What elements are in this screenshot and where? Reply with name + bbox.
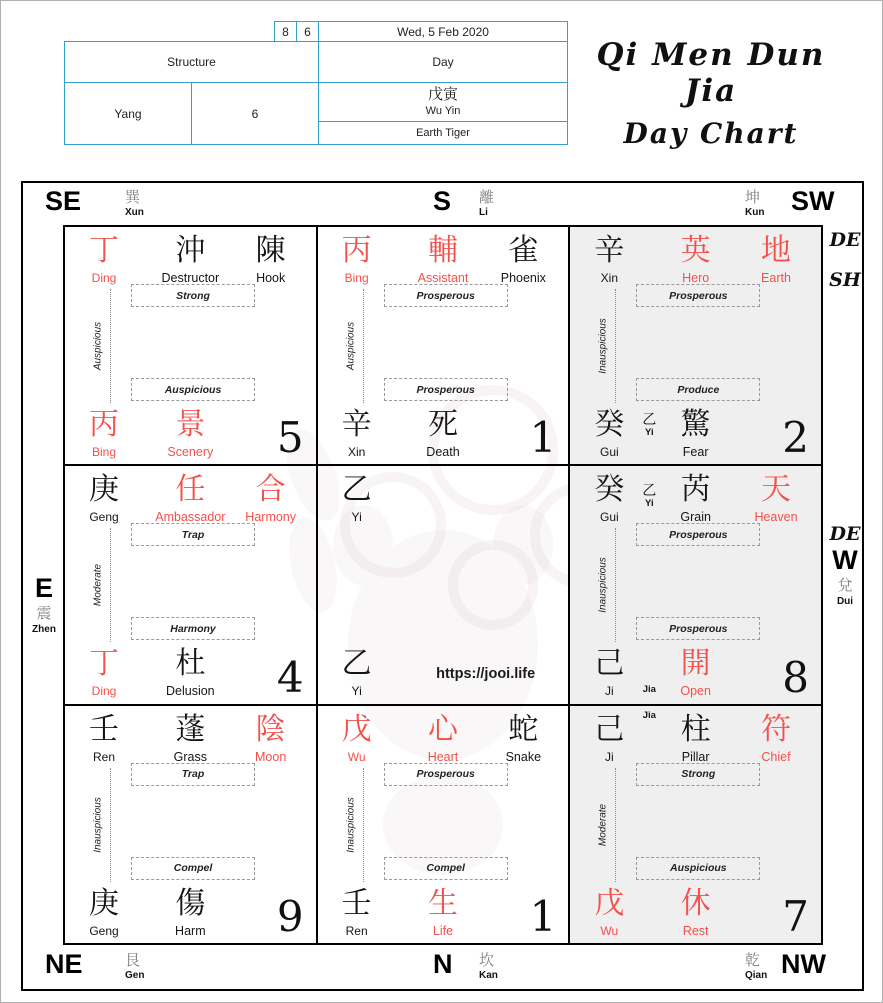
dotted-track bbox=[615, 289, 616, 403]
deity-label: Snake bbox=[505, 749, 542, 764]
trigram-zhen-name: Zhen bbox=[32, 624, 56, 635]
palace-number: 9 bbox=[276, 891, 304, 941]
stem-char: 壬 bbox=[341, 886, 372, 920]
state-box-top: Prosperous bbox=[384, 763, 508, 786]
chart-board bbox=[21, 181, 864, 991]
trigram-xun bbox=[125, 189, 144, 219]
door-char: 傷 bbox=[175, 886, 206, 920]
door-label: Open bbox=[680, 684, 711, 699]
trigram-li-name: Li bbox=[479, 207, 488, 218]
palace-sw bbox=[569, 226, 822, 465]
stem-pinyin: Wu bbox=[347, 749, 366, 764]
stem-pinyin: Bing bbox=[91, 445, 117, 459]
stem-pinyin: Gui bbox=[599, 510, 619, 525]
stem-char: 庚 bbox=[89, 886, 119, 920]
stem-char: 戊 bbox=[594, 886, 625, 920]
direction-w: W bbox=[832, 545, 858, 575]
trigram-gen-name: Gen bbox=[125, 970, 145, 981]
door bbox=[124, 646, 256, 699]
deity bbox=[482, 233, 564, 286]
trigram-dui-char: 兌 bbox=[837, 577, 853, 594]
earth-stem bbox=[324, 646, 390, 699]
stem-char: 丁 bbox=[89, 647, 119, 681]
de-mark-top: DE bbox=[829, 229, 861, 251]
door-char: 開 bbox=[680, 647, 711, 681]
stem-pinyin: Bing bbox=[344, 271, 369, 285]
palace-s bbox=[317, 226, 570, 465]
day-pillar-pinyin: Wu Yin bbox=[425, 104, 461, 117]
stem-char: 癸 bbox=[594, 473, 625, 507]
side-quality-label: Moderate bbox=[597, 803, 609, 846]
door-char: 驚 bbox=[680, 408, 711, 441]
stem-pinyin: Wu bbox=[600, 923, 619, 938]
direction-ne: NE bbox=[45, 949, 83, 979]
watermark-url-link[interactable]: https://jooi.life bbox=[436, 666, 536, 683]
star-char: 芮 bbox=[680, 473, 711, 507]
deity-char: 蛇 bbox=[508, 712, 539, 746]
direction-n: N bbox=[433, 949, 453, 979]
deity bbox=[735, 472, 817, 525]
sh-mark-top: SH bbox=[829, 269, 861, 291]
star-char: 蓬 bbox=[175, 712, 206, 746]
day-pillar-cn: 戊寅 bbox=[427, 85, 458, 103]
state-box-top: Prosperous bbox=[384, 284, 508, 307]
star-char: 心 bbox=[427, 712, 458, 746]
deity-label: Phoenix bbox=[500, 271, 546, 285]
stem-pinyin: Ding bbox=[91, 271, 117, 285]
state-box-bottom: Auspicious bbox=[131, 378, 255, 401]
west-band bbox=[824, 523, 866, 609]
trigram-gen-char: 艮 bbox=[125, 952, 141, 969]
trigram-kun bbox=[745, 189, 764, 219]
door-char: 死 bbox=[427, 408, 458, 441]
trigram-xun-name: Xun bbox=[125, 207, 144, 218]
star-label: Ambassador bbox=[155, 510, 226, 525]
stem-pinyin: Ren bbox=[92, 749, 115, 764]
deity-char: 合 bbox=[255, 473, 286, 507]
door bbox=[377, 886, 509, 939]
hidden-stem-pinyin: Jia bbox=[642, 684, 656, 696]
direction-s: S bbox=[433, 186, 452, 216]
dotted-track bbox=[615, 528, 616, 642]
star-label: Pillar bbox=[681, 749, 710, 764]
state-box-top: Strong bbox=[131, 284, 255, 307]
stem-pinyin: Gui bbox=[599, 445, 619, 459]
state-box-top: Trap bbox=[131, 523, 255, 546]
door bbox=[630, 886, 762, 939]
door-label: Rest bbox=[682, 923, 709, 938]
dotted-track bbox=[615, 768, 616, 882]
de-mark-west: DE bbox=[829, 523, 861, 545]
deity bbox=[230, 472, 312, 525]
palace-center bbox=[317, 465, 570, 704]
door bbox=[377, 407, 509, 460]
dotted-track bbox=[363, 289, 364, 403]
direction-se: SE bbox=[45, 186, 82, 216]
stem-pinyin: Xin bbox=[347, 445, 366, 459]
side-quality-label: Auspicious bbox=[345, 321, 357, 371]
title-line-1: Qi Men Dun Jia bbox=[596, 37, 826, 109]
star-label: Heart bbox=[427, 749, 459, 764]
stem-char: 己 bbox=[594, 712, 625, 746]
star-char: 英 bbox=[680, 234, 711, 267]
deity bbox=[230, 712, 312, 765]
day-label-cell: Day bbox=[318, 41, 568, 83]
day-pillar-cell bbox=[318, 82, 568, 122]
hidden-stem-pinyin: Yi bbox=[645, 498, 654, 510]
door-char: 杜 bbox=[175, 647, 206, 681]
star-label: Grass bbox=[173, 749, 207, 764]
trigram-gen bbox=[125, 952, 144, 982]
door-char: 休 bbox=[680, 886, 711, 920]
door bbox=[124, 886, 256, 939]
stem-char: 乙 bbox=[341, 647, 372, 681]
side-quality-label: Inauspicious bbox=[597, 557, 609, 614]
star-label: Grain bbox=[680, 510, 711, 525]
date-cell: Wed, 5 Feb 2020 bbox=[318, 21, 568, 42]
state-box-top: Strong bbox=[636, 763, 760, 786]
state-box-bottom: Prosperous bbox=[636, 617, 760, 640]
side-quality-label: Moderate bbox=[92, 564, 104, 607]
deity-char: 天 bbox=[761, 473, 791, 507]
stem-char: 壬 bbox=[89, 712, 119, 746]
stem-pinyin: Ding bbox=[91, 684, 117, 699]
star-char: 任 bbox=[175, 473, 206, 507]
stem-char: 辛 bbox=[341, 408, 372, 441]
door-char: 生 bbox=[427, 886, 458, 920]
palace-number: 7 bbox=[782, 891, 809, 941]
trigram-li-char: 離 bbox=[479, 189, 495, 206]
deity bbox=[482, 712, 564, 765]
trigram-dui-name: Dui bbox=[836, 596, 854, 607]
dotted-track bbox=[110, 528, 111, 642]
palace-number: 8 bbox=[782, 652, 809, 702]
stem-pinyin: Yi bbox=[351, 684, 362, 699]
deity bbox=[735, 233, 817, 286]
trigram-qian-name: Qian bbox=[745, 970, 768, 981]
deity-char: 陰 bbox=[255, 712, 286, 746]
palace-w bbox=[569, 465, 822, 704]
stem-pinyin: Yi bbox=[351, 510, 362, 525]
deity-char: 地 bbox=[761, 234, 791, 267]
deity-label: Harmony bbox=[245, 510, 297, 525]
deity-label: Moon bbox=[255, 749, 287, 764]
palace-nw bbox=[569, 705, 822, 944]
side-quality-label: Inauspicious bbox=[597, 318, 609, 374]
door-label: Scenery bbox=[167, 445, 214, 459]
stem-char: 丙 bbox=[341, 234, 372, 267]
door-label: Delusion bbox=[166, 684, 215, 699]
stem-pinyin: Geng bbox=[89, 510, 119, 525]
trigram-kun-char: 坤 bbox=[745, 189, 761, 206]
deity-label: Chief bbox=[761, 749, 791, 764]
hidden-stem-pinyin: Yi bbox=[645, 427, 654, 438]
deity-char: 雀 bbox=[508, 234, 539, 267]
header-cell-a: 8 bbox=[274, 21, 297, 42]
state-box-top: Trap bbox=[131, 763, 255, 786]
stem-pinyin: Ji bbox=[604, 749, 614, 764]
door-label: Life bbox=[432, 923, 454, 938]
stem-pinyin: Ren bbox=[345, 923, 368, 938]
deity-char: 符 bbox=[761, 712, 791, 746]
stem-char: 辛 bbox=[594, 234, 625, 267]
stem-char: 乙 bbox=[341, 473, 372, 507]
palace-grid bbox=[63, 225, 823, 945]
header-cell-b: 6 bbox=[296, 21, 319, 42]
deity bbox=[230, 233, 312, 286]
star-label: Destructor bbox=[161, 271, 220, 285]
dotted-track bbox=[363, 768, 364, 882]
door-label: Death bbox=[426, 445, 460, 459]
trigram-kan-name: Kan bbox=[479, 970, 498, 981]
direction-e: E bbox=[34, 573, 53, 603]
structure-label-cell: Structure bbox=[64, 41, 319, 83]
hidden-stem-char: 乙 bbox=[642, 482, 657, 499]
trigram-kan bbox=[479, 952, 498, 982]
side-quality-label: Inauspicious bbox=[345, 796, 357, 853]
chart-title bbox=[566, 37, 856, 150]
state-box-bottom: Auspicious bbox=[636, 857, 760, 880]
side-quality-label: Inauspicious bbox=[92, 796, 104, 853]
trigram-kun-name: Kun bbox=[745, 207, 765, 218]
dotted-track bbox=[110, 768, 111, 882]
trigram-li bbox=[479, 189, 494, 219]
door bbox=[630, 646, 762, 699]
hidden-stem-pinyin: Jia bbox=[642, 709, 656, 721]
palace-se bbox=[64, 226, 317, 465]
polarity-cell: Yang bbox=[64, 82, 192, 145]
door bbox=[630, 407, 762, 460]
stem-char: 丁 bbox=[89, 234, 119, 267]
trigram-zhen-char: 震 bbox=[36, 605, 52, 622]
palace-e bbox=[64, 465, 317, 704]
dotted-track bbox=[110, 289, 111, 403]
state-box-top: Prosperous bbox=[636, 284, 760, 307]
palace-ne bbox=[64, 705, 317, 944]
stem-char: 丙 bbox=[89, 408, 119, 441]
stem-pinyin: Xin bbox=[600, 271, 618, 285]
state-box-bottom: Compel bbox=[131, 857, 255, 880]
door-label: Fear bbox=[682, 445, 709, 459]
trigram-kan-char: 坎 bbox=[479, 952, 495, 969]
deity-label: Earth bbox=[761, 271, 791, 285]
side-quality-label: Auspicious bbox=[92, 321, 104, 371]
star-char: 柱 bbox=[680, 712, 711, 746]
palace-number: 4 bbox=[276, 652, 304, 702]
palace-number: 1 bbox=[529, 413, 557, 463]
palace-number: 5 bbox=[276, 413, 304, 463]
trigram-qian bbox=[745, 952, 767, 982]
deity bbox=[735, 712, 817, 765]
palace-number: 2 bbox=[782, 413, 809, 463]
state-box-bottom: Compel bbox=[384, 857, 508, 880]
east-band bbox=[23, 573, 65, 637]
trigram-qian-char: 乾 bbox=[745, 952, 761, 969]
state-box-top: Prosperous bbox=[636, 523, 760, 546]
stem-char: 癸 bbox=[594, 408, 625, 441]
heaven-stem bbox=[324, 472, 390, 525]
structure-number-cell: 6 bbox=[191, 82, 319, 145]
palace-n bbox=[317, 705, 570, 944]
star-label: Hero bbox=[682, 271, 710, 285]
deity-label: Hook bbox=[256, 271, 286, 285]
hidden-stem-char: 乙 bbox=[642, 411, 657, 427]
direction-sw: SW bbox=[791, 186, 835, 216]
trigram-xun-char: 巽 bbox=[125, 189, 141, 206]
deity-char: 陳 bbox=[255, 234, 286, 267]
door bbox=[124, 407, 256, 460]
door-label: Harm bbox=[175, 923, 206, 938]
title-line-2: Day Chart bbox=[623, 117, 799, 150]
day-pillar-english-cell: Earth Tiger bbox=[318, 121, 568, 145]
deity-label: Heaven bbox=[754, 510, 798, 525]
direction-nw: NW bbox=[781, 949, 826, 979]
star-char: 沖 bbox=[175, 234, 206, 267]
star-char: 輔 bbox=[427, 234, 458, 267]
star-label: Assistant bbox=[417, 271, 469, 285]
stem-pinyin: Ji bbox=[604, 684, 614, 699]
door-char: 景 bbox=[175, 408, 206, 441]
stem-char: 庚 bbox=[89, 473, 119, 507]
stem-pinyin: Geng bbox=[89, 923, 119, 938]
state-box-bottom: Prosperous bbox=[384, 378, 508, 401]
state-box-bottom: Produce bbox=[636, 378, 760, 401]
palace-number: 1 bbox=[529, 891, 557, 941]
stem-char: 己 bbox=[594, 647, 625, 681]
de-sh-marks bbox=[824, 229, 866, 291]
state-box-bottom: Harmony bbox=[131, 617, 255, 640]
stem-char: 戊 bbox=[341, 712, 372, 746]
